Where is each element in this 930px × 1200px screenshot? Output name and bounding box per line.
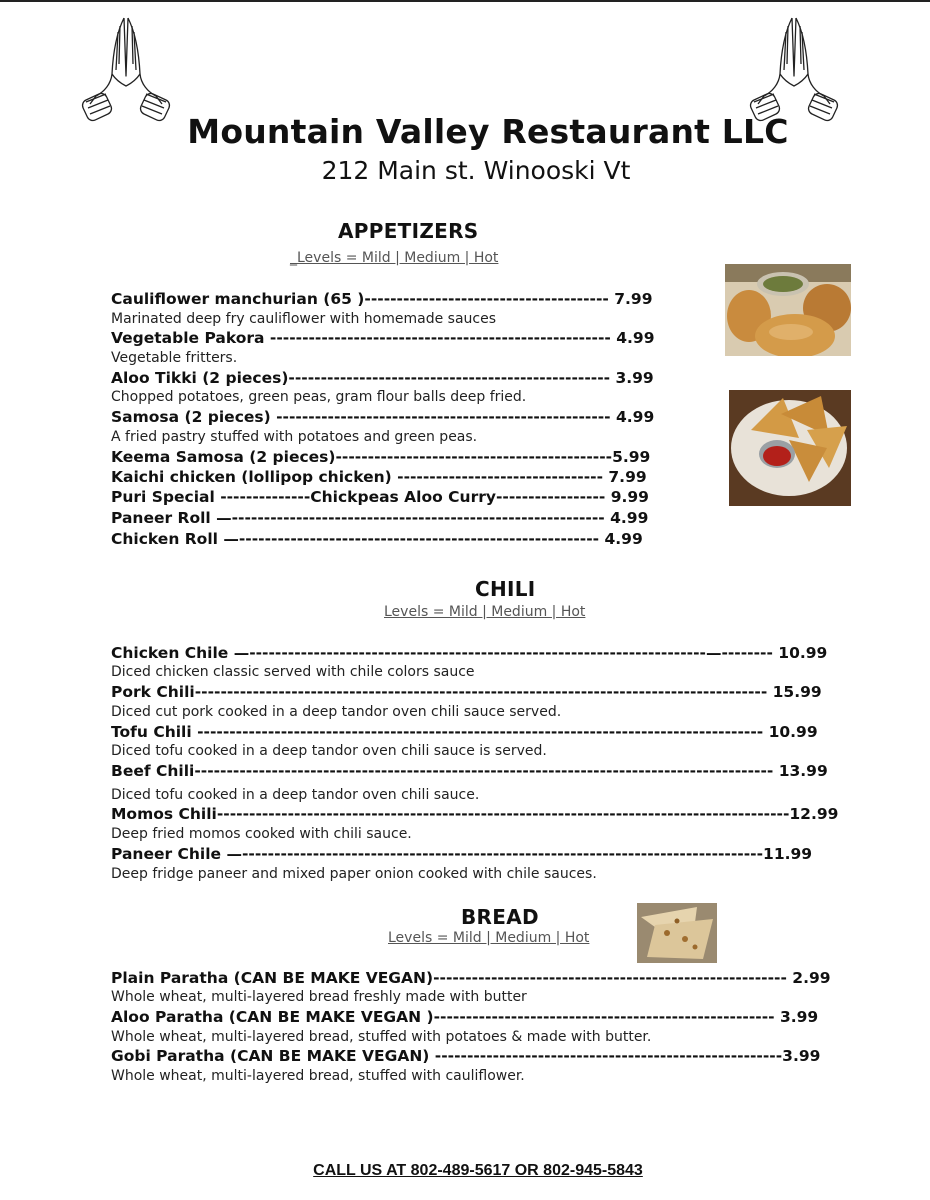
item-description: Deep fridge paneer and mixed paper onion cooked with chile sauces. <box>111 866 597 882</box>
menu-item: Kaichi chicken (lollipop chicken) -------------------------------- 7.99 <box>111 468 647 486</box>
top-border <box>0 0 930 2</box>
paratha-photo <box>637 903 717 963</box>
appetizers-heading: APPETIZERS <box>338 219 479 243</box>
menu-item: Keema Samosa (2 pieces)-------------------------------------------5.99 <box>111 448 651 466</box>
menu-item: Aloo Paratha (CAN BE MAKE VEGAN )----------------------------------------------------- 3.99 <box>111 1008 819 1026</box>
item-description: Diced chicken classic served with chile colors sauce <box>111 664 475 680</box>
menu-item: Paneer Chile —---------------------------------------------------------------------------------11.99 <box>111 845 813 863</box>
bread-levels: Levels = Mild | Medium | Hot <box>388 930 590 946</box>
samosa-photo <box>729 390 851 506</box>
call-us-phone[interactable]: CALL US AT 802-489-5617 OR 802-945-5843 <box>313 1162 643 1179</box>
appetizers-levels: _Levels = Mild | Medium | Hot <box>290 250 499 266</box>
item-description: Diced tofu cooked in a deep tandor oven chili sauce. <box>111 787 480 803</box>
puri-curry-photo <box>725 264 851 356</box>
menu-item: Tofu Chili ---------------------------------------------------------------------------------------- 10.99 <box>111 723 818 741</box>
menu-item: Vegetable Pakora ----------------------------------------------------- 4.99 <box>111 329 655 347</box>
menu-item: Cauliflower manchurian (65 )-------------------------------------- 7.99 <box>111 290 653 308</box>
menu-item: Chicken Roll —-------------------------------------------------------- 4.99 <box>111 530 643 548</box>
menu-item: Samosa (2 pieces) ---------------------------------------------------- 4.99 <box>111 408 655 426</box>
item-description: Whole wheat, multi-layered bread, stuffed with potatoes & made with butter. <box>111 1029 652 1045</box>
item-description: A fried pastry stuffed with potatoes and green peas. <box>111 429 478 445</box>
menu-item: Gobi Paratha (CAN BE MAKE VEGAN) ------------------------------------------------------3.99 <box>111 1047 821 1065</box>
item-description: Vegetable fritters. <box>111 350 238 366</box>
menu-item: Aloo Tikki (2 pieces)-------------------------------------------------- 3.99 <box>111 369 654 387</box>
bread-heading: BREAD <box>461 905 539 929</box>
item-description: Chopped potatoes, green peas, gram flour balls deep fried. <box>111 389 527 405</box>
restaurant-address: 212 Main st. Winooski Vt <box>321 156 631 185</box>
item-description: Whole wheat, multi-layered bread, stuffed with cauliflower. <box>111 1068 525 1084</box>
menu-item: Chicken Chile —-----------------------------------------------------------------------—-------- 10.99 <box>111 644 828 662</box>
item-description: Deep fried momos cooked with chili sauce. <box>111 826 412 842</box>
menu-item: Plain Paratha (CAN BE MAKE VEGAN)------------------------------------------------------- 2.99 <box>111 969 831 987</box>
menu-item: Paneer Roll —---------------------------------------------------------- 4.99 <box>111 509 649 527</box>
chili-levels: Levels = Mild | Medium | Hot <box>384 604 586 620</box>
menu-item: Beef Chili------------------------------------------------------------------------------------------ 13.99 <box>111 762 828 780</box>
item-description: Diced cut pork cooked in a deep tandor oven chili sauce served. <box>111 704 562 720</box>
chili-heading: CHILI <box>475 577 536 601</box>
item-description: Diced tofu cooked in a deep tandor oven chili sauce is served. <box>111 743 547 759</box>
item-description: Whole wheat, multi-layered bread freshly made with butter <box>111 989 527 1005</box>
menu-item: Momos Chili-----------------------------------------------------------------------------------------12.99 <box>111 805 839 823</box>
item-description: Marinated deep fry cauliflower with homemade sauces <box>111 311 497 327</box>
restaurant-name: Mountain Valley Restaurant LLC <box>187 112 789 151</box>
menu-item: Pork Chili----------------------------------------------------------------------------------------- 15.99 <box>111 683 822 701</box>
menu-item: Puri Special --------------Chickpeas Aloo Curry----------------- 9.99 <box>111 488 649 506</box>
